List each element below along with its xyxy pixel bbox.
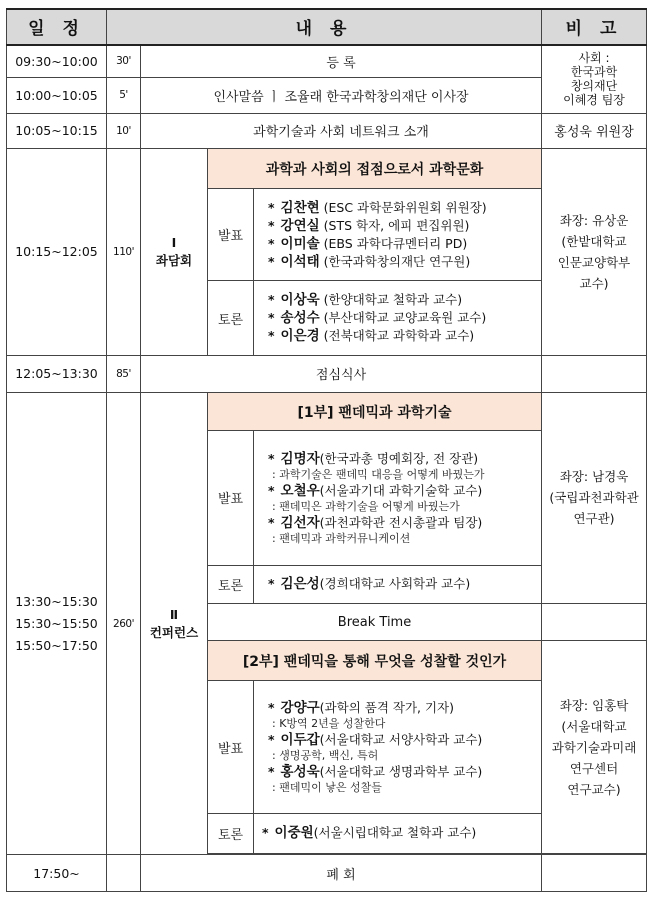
row-session1-title [7,148,647,189]
greeting-content: 인사말씀 ㅣ 조율래 한국과학창의재단 이사장 [141,77,542,114]
part1-title: [1부] 팬데믹과 과학기술 [208,392,542,431]
closing-content: 폐 회 [141,855,542,892]
session1-discussants [254,280,542,355]
row-part1-title [7,392,647,431]
session1-duration: 110' [107,148,141,355]
list-item: * 이석태 (한국과학창의재단 연구원) [268,253,471,270]
list-item: * 김선자(과천과학관 전시총괄과 팀장) [268,514,483,531]
list-item: * 강양구(과학의 품격 작가, 기자) [268,700,454,717]
row-registration [7,45,647,78]
part1-presenters [254,431,542,565]
greeting-duration: 5' [107,77,141,114]
row-closing [7,855,647,892]
part2-chair: 좌장: 임홍탁 (서울대학교 과학기술과미래 연구센터 연구교수) [542,640,647,853]
session1-present-label: 발표 [208,189,254,281]
header-schedule: 일 정 [7,9,107,45]
list-item: * 김명자(한국과총 명예회장, 전 장관) [268,450,479,467]
presentation-topic: : 팬데믹과 과학커뮤니케이션 [272,531,411,545]
list-item: * 오철우(서울과기대 과학기술학 교수) [268,482,483,499]
program-schedule-table [6,8,647,892]
session1-title: 과학과 사회의 접점으로서 과학문화 [208,148,542,189]
session1-time: 10:15~12:05 [7,148,107,355]
network-note: 홍성욱 위원장 [542,114,647,149]
header-row [7,9,647,45]
network-time: 10:05~10:15 [7,114,107,149]
break-content: Break Time [208,604,542,641]
list-item: * 이중원(서울시립대학교 철학과 교수) [262,825,477,842]
lunch-time: 12:05~13:30 [7,356,107,393]
presentation-topic: : 팬데믹은 과학기술을 어떻게 바꿨는가 [272,499,460,513]
list-item: * 김은성(경희대학교 사회학과 교수) [268,576,471,593]
closing-time: 17:50~ [7,855,107,892]
session2-label: Ⅱ 컨퍼런스 [141,392,208,855]
part1-discuss-label: 토론 [208,565,254,604]
part2-title: [2부] 팬데믹을 통해 무엇을 성찰할 것인가 [208,640,542,681]
presentation-topic: : 팬데믹이 낳은 성찰들 [272,781,382,795]
part2-discuss-label: 토론 [208,813,254,854]
list-item: * 송성수 (부산대학교 교양교육원 교수) [268,310,487,327]
network-duration: 10' [107,114,141,149]
list-item: * 이미솔 (EBS 과학다큐멘터리 PD) [268,235,468,252]
lunch-note [542,356,647,393]
row-lunch [7,356,647,393]
list-item: * 이은경 (전북대학교 과학학과 교수) [268,328,475,345]
session1-discuss-label: 토론 [208,280,254,355]
part2-discussant [254,813,542,854]
header-notes: 비 고 [542,9,647,45]
presentation-topic: : 과학기술은 팬데믹 대응을 어떻게 바꿨는가 [272,467,485,481]
session1-label: Ⅰ 좌담회 [141,148,208,355]
session2-duration: 260' [107,392,141,855]
presentation-topic: : K방역 2년을 성찰한다 [272,717,386,731]
registration-duration: 30' [107,45,141,78]
network-content: 과학기술과 사회 네트워크 소개 [141,114,542,149]
session2-times: 13:30~15:30 15:30~15:50 15:50~17:50 [7,392,107,855]
list-item: * 김찬현 (ESC 과학문화위원회 위원장) [268,199,487,216]
list-item: * 이두갑(서울대학교 서양사학과 교수) [268,732,483,749]
list-item: * 이상욱 (한양대학교 철학과 교수) [268,292,463,309]
greeting-time: 10:00~10:05 [7,77,107,114]
registration-time: 09:30~10:00 [7,45,107,78]
closing-duration [107,855,141,892]
registration-content: 등 록 [141,45,542,78]
list-item: * 강연실 (STS 학자, 에피 편집위원) [268,217,470,234]
part2-presenters [254,681,542,813]
part1-chair: 좌장: 남경욱 (국립과천과학관 연구관) [542,392,647,603]
part2-present-label: 발표 [208,681,254,813]
list-item: * 홍성욱(서울대학교 생명과학부 교수) [268,764,483,781]
presentation-topic: : 생명공학, 백신, 특허 [272,749,379,763]
session1-chair: 좌장: 유상운 (한밭대학교 인문교양학부 교수) [542,148,647,355]
break-note [542,604,647,641]
row-network [7,114,647,149]
lunch-content: 점심식사 [141,356,542,393]
host-note: 사회 : 한국과학 창의재단 이혜경 팀장 [542,45,647,114]
lunch-duration: 85' [107,356,141,393]
part1-present-label: 발표 [208,431,254,565]
part1-discussant [254,565,542,604]
session1-presenters [254,189,542,281]
closing-note [542,855,647,892]
header-content: 내 용 [107,9,542,45]
